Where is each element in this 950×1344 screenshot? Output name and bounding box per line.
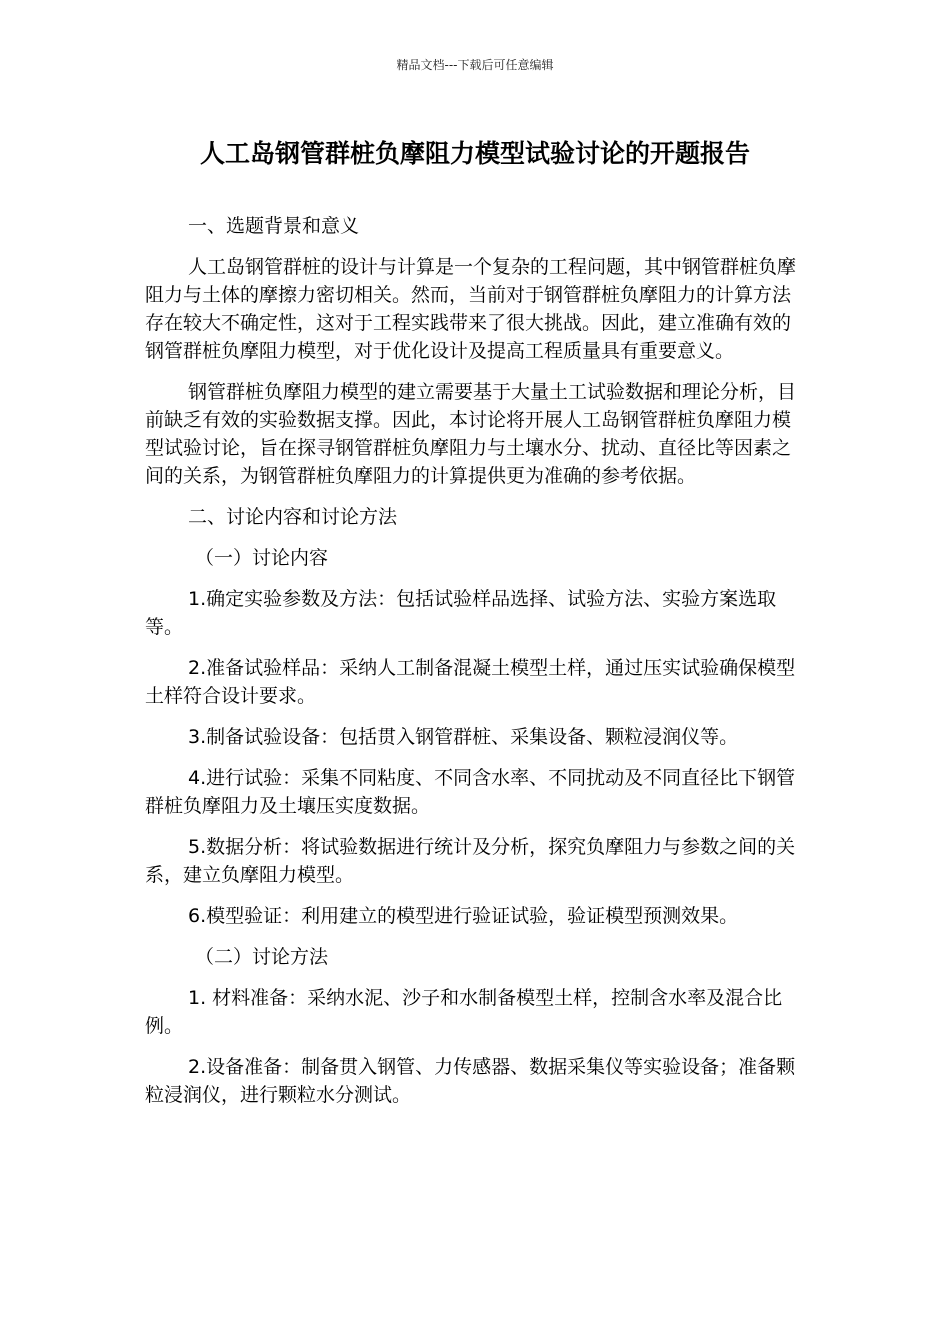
header-note: 精品文档---下载后可任意编辑 [396,58,554,72]
section-heading-background: 一、选题背景和意义 [188,215,360,237]
subsection-heading-content: （一）讨论内容 [195,547,329,569]
list-item: 2.设备准备：制备贯入钢管、力传感器、数据采集仪等实验设备；准备颗粒浸润仪，进行颗粒水分测试。 [145,1056,796,1106]
list-item: 3.制备试验设备：包括贯入钢管群桩、采集设备、颗粒浸润仪等。 [188,726,739,748]
section-heading-content-methods: 二、讨论内容和讨论方法 [188,506,398,528]
document-body [145,212,805,1122]
list-item: 1. 材料准备：采纳水泥、沙子和水制备模型土样，控制含水率及混合比例。 [145,987,783,1037]
list-item: 6.模型验证：利用建立的模型进行验证试验，验证模型预测效果。 [188,905,739,927]
body-paragraph: 人工岛钢管群桩的设计与计算是一个复杂的工程问题，其中钢管群桩负摩阻力与土体的摩擦力密切相关。然而，当前对于钢管群桩负摩阻力的计算方法存在较大不确定性，这对于工程实践带来了很大挑战。因此，建立准确有效的钢管群桩负摩阻力模型，对于优化设计及提高工程质量具有重要意义。 [145,256,797,362]
subsection-heading-methods: （二）讨论方法 [195,946,329,968]
body-paragraph: 钢管群桩负摩阻力模型的建立需要基于大量土工试验数据和理论分析，目前缺乏有效的实验数据支撑。因此，本讨论将开展人工岛钢管群桩负摩阻力模型试验讨论，旨在探寻钢管群桩负摩阻力与土壤水分、扰动、直径比等因素之间的关系，为钢管群桩负摩阻力的计算提供更为准确的参考依据。 [145,381,797,487]
list-item: 2.准备试验样品：采纳人工制备混凝土模型土样，通过压实试验确保模型土样符合设计要求。 [145,657,796,707]
list-item: 4.进行试验：采集不同粘度、不同含水率、不同扰动及不同直径比下钢管群桩负摩阻力及土壤压实度数据。 [145,767,796,817]
list-item: 5.数据分析：将试验数据进行统计及分析，探究负摩阻力与参数之间的关系，建立负摩阻力模型。 [145,836,796,886]
list-item: 1.确定实验参数及方法：包括试验样品选择、试验方法、实验方案选取等。 [145,588,777,638]
document-title: 人工岛钢管群桩负摩阻力模型试验讨论的开题报告 [199,139,750,168]
